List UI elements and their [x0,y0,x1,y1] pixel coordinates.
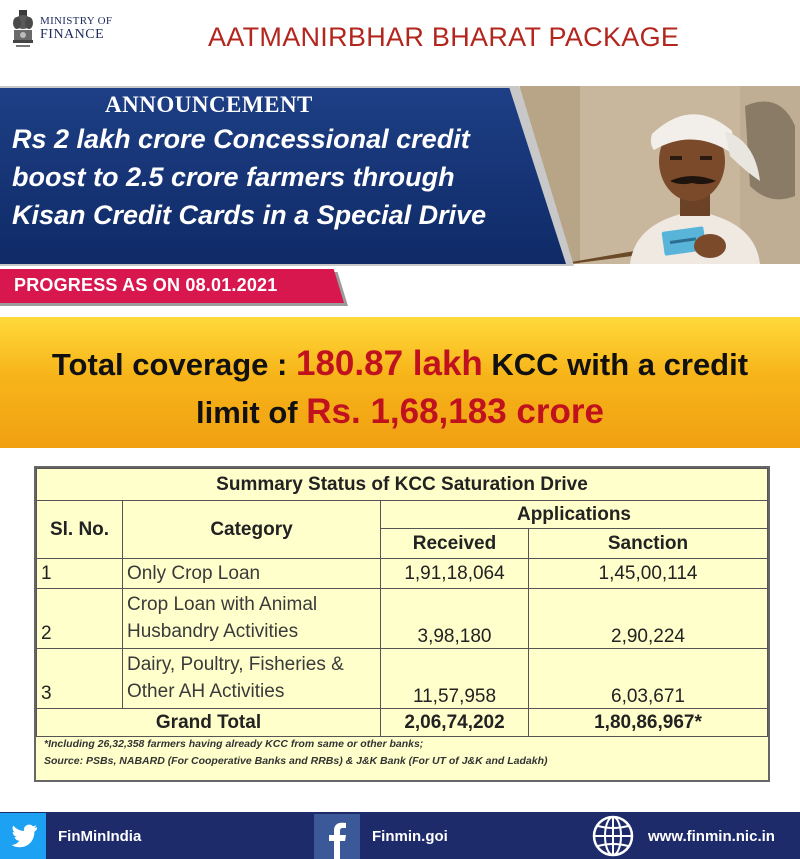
row-category-line: Husbandry Activities [127,621,299,642]
row-no: 2 [37,589,123,649]
kcc-summary-table [34,466,770,782]
row-category [123,649,381,709]
page-title: AATMANIRBHAR BHARAT PACKAGE [208,22,680,52]
globe-icon [590,813,636,859]
twitter-handle[interactable]: FinMinIndia [58,828,142,845]
facebook-icon[interactable] [314,814,360,859]
credit-limit-value: Rs. 1,68,183 crore [306,392,604,431]
table-row [37,559,768,589]
header-applications: Applications [381,501,768,529]
header [0,0,800,82]
table-row [37,589,768,649]
source-note: Source: PSBs, NABARD (For Cooperative Banks and RRBs) & J&K Bank (For UT of J&K and Ladakh) [44,755,548,767]
row-no: 3 [37,649,123,709]
grand-total-row [37,709,768,737]
logo-line-1: MINISTRY OF [40,15,113,27]
coverage-prefix: Total coverage : [51,347,296,382]
logo-line-2: FINANCE [40,27,105,42]
twitter-icon[interactable] [0,813,46,859]
header-received: Received [381,529,529,559]
announcement-label: ANNOUNCEMENT [105,92,313,117]
table-footnotes [44,736,547,770]
kcc-count-value: 180.87 lakh [295,344,483,383]
national-emblem-icon [10,8,36,52]
header-category: Category [123,501,381,559]
announcement-line-1: Rs 2 lakh crore Concessional credit [12,124,470,154]
announcement-line-2: boost to 2.5 crore farmers through [12,162,455,192]
grand-total-sanction: 1,80,86,967* [529,709,768,737]
row-no: 1 [37,559,123,589]
facebook-page[interactable]: Finmin.goi [372,828,448,845]
row-category-line: Dairy, Poultry, Fisheries & [127,654,344,675]
ministry-logo [10,8,120,54]
table-title: Summary Status of KCC Saturation Drive [37,469,768,501]
website-link[interactable]: www.finmin.nic.in [648,828,775,845]
header-sl-no: Sl. No. [37,501,123,559]
coverage-line-1 [0,344,800,384]
header-sanction: Sanction [529,529,768,559]
row-category [123,589,381,649]
coverage-line-2 [0,392,800,432]
row-category-line: Other AH Activities [127,681,285,702]
row-received: 11,57,958 [381,649,529,709]
footnote: *Including 26,32,358 farmers having already KCC from same or other banks; [44,738,424,750]
row-sanction: 6,03,671 [529,649,768,709]
row-category: Only Crop Loan [123,559,381,589]
limit-prefix: limit of [196,395,307,430]
progress-date-label: PROGRESS AS ON 08.01.2021 [14,275,278,295]
row-sanction: 1,45,00,114 [529,559,768,589]
row-category-line: Crop Loan with Animal [127,594,318,615]
row-received: 1,91,18,064 [381,559,529,589]
table-row [37,649,768,709]
row-received: 3,98,180 [381,589,529,649]
coverage-block [0,317,800,448]
announcement-line-3: Kisan Credit Cards in a Special Drive [12,200,487,230]
grand-total-received: 2,06,74,202 [381,709,529,737]
row-sanction: 2,90,224 [529,589,768,649]
grand-total-label: Grand Total [37,709,381,737]
coverage-middle: KCC with a credit [482,347,749,382]
